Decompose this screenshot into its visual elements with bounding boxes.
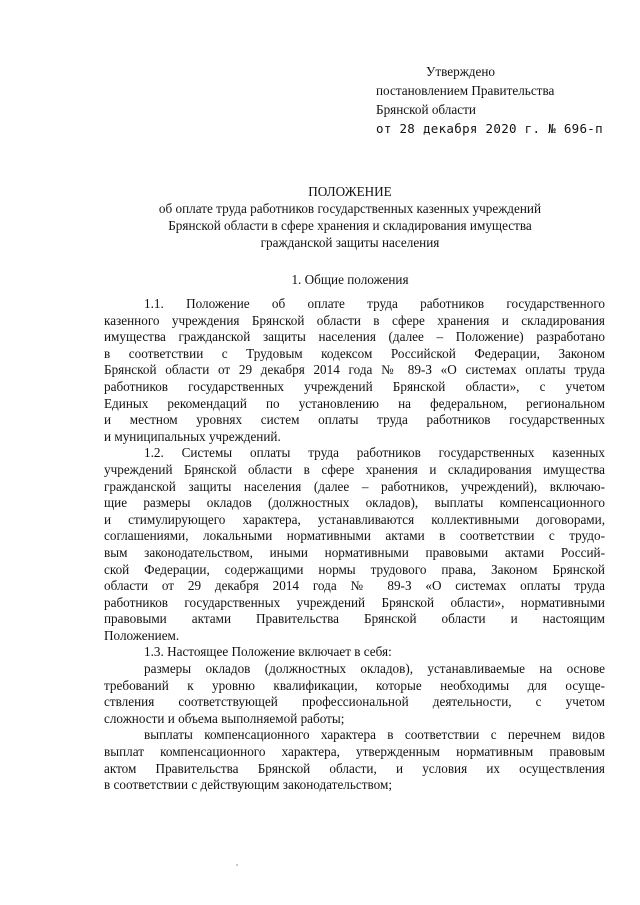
paragraph-line: области от 29 декабря 2014 года № 89-З «О системах оплаты труда: [104, 578, 605, 594]
paragraph-line: в соответствии с Трудовым кодексом Российской Федерации, Законом: [104, 345, 605, 361]
paragraph-1-1: [104, 296, 605, 445]
paragraph-line: учреждений Брянской области в сфере хранения и складирования имущества: [104, 461, 605, 477]
paragraph-line: Единых рекомендаций по установлению на федеральном, региональном: [104, 395, 605, 411]
title-line-3: гражданской защиты населения: [260, 235, 440, 250]
paragraph-line: вым законодательством, иными нормативными правовыми актами Россий-: [104, 544, 605, 560]
paragraph-line: и муниципальных учреждений.: [104, 428, 281, 444]
paragraph-line: работников государственных учреждений Брянской области», с учетом: [104, 378, 605, 394]
paragraph-line: работников государственных учреждений Брянской области», нормативными: [104, 594, 605, 610]
paragraph-line: 1.3. Настоящее Положение включает в себя:: [144, 644, 392, 660]
paragraph-1-3: [104, 644, 605, 661]
approval-stamp: [376, 62, 603, 138]
approval-date-number: от 28 декабря 2020 г. № 696-п: [376, 121, 603, 136]
paragraph-line: соглашениями, локальными нормативными актами в соответствии с трудо-: [104, 528, 605, 544]
paragraph-line: имущества гражданской защиты населения (далее – Положение) разработано: [104, 329, 605, 345]
paragraph-line: сложности и объема выполняемой работы;: [104, 710, 345, 726]
paragraph-line: 1.1. Положение об оплате труда работников государственного: [144, 296, 605, 311]
paragraph-line: гражданской защиты населения (далее – работников, учреждений), включаю-: [104, 478, 605, 494]
paragraph-line: размеры окладов (должностных окладов), устанавливаемые на основе: [144, 661, 605, 677]
paragraph-line: Положением.: [104, 627, 180, 643]
paragraph-line: Брянской области от 29 декабря 2014 года № 89-З «О системах оплаты труда: [104, 362, 605, 378]
title-heading: ПОЛОЖЕНИЕ: [308, 184, 392, 199]
approval-resolution: постановлением Правительства: [376, 83, 555, 98]
paragraph-line: 1.2. Системы оплаты труда работников государственных казенных: [144, 445, 605, 461]
paragraph-1-3-item-compensation: [104, 727, 605, 793]
paragraph-line: и стимулирующего характера, устанавливаются коллективными договорами,: [104, 511, 605, 527]
paragraph-line: ской Федерации, содержащими нормы трудового права, Законом Брянской: [104, 561, 605, 577]
paragraph-line: правовыми актами Правительства Брянской области и настоящим: [104, 611, 605, 627]
approval-region: Брянской области: [376, 102, 476, 117]
paragraph-line: выплаты компенсационного характера в соответствии с перечнем видов: [144, 727, 605, 743]
paragraph-line: выплат компенсационного характера, утвержденным нормативным правовым: [104, 744, 605, 760]
title-line-2: Брянской области в сфере хранения и складирования имущества: [168, 218, 532, 233]
paragraph-line: в соответствии с действующим законодательством;: [104, 777, 392, 793]
title-line-1: об оплате труда работников государственных казенных учреждений: [158, 201, 542, 216]
scan-speck: [236, 864, 238, 866]
document-title: [100, 183, 600, 251]
section-heading: 1. Общие положения: [291, 272, 409, 287]
paragraph-line: казенного учреждения Брянской области в сфере хранения и складирования: [104, 312, 605, 328]
paragraph-line: ствления соответствующей профессиональной деятельности, с учетом: [104, 694, 605, 710]
paragraph-line: щие размеры окладов (должностных окладов), выплаты компенсационного: [104, 495, 605, 511]
approval-word: Утверждено: [426, 64, 496, 79]
paragraph-line: требований к уровню квалификации, которые необходимы для осуще-: [104, 677, 605, 693]
paragraph-line: актом Правительства Брянской области, и условия их осуществления: [104, 760, 605, 776]
paragraph-1-2: [104, 445, 605, 644]
paragraph-1-3-item-salaries: [104, 661, 605, 727]
document-body: [104, 296, 605, 794]
paragraph-line: и местном уровнях систем оплаты труда работников государственных: [104, 412, 605, 428]
